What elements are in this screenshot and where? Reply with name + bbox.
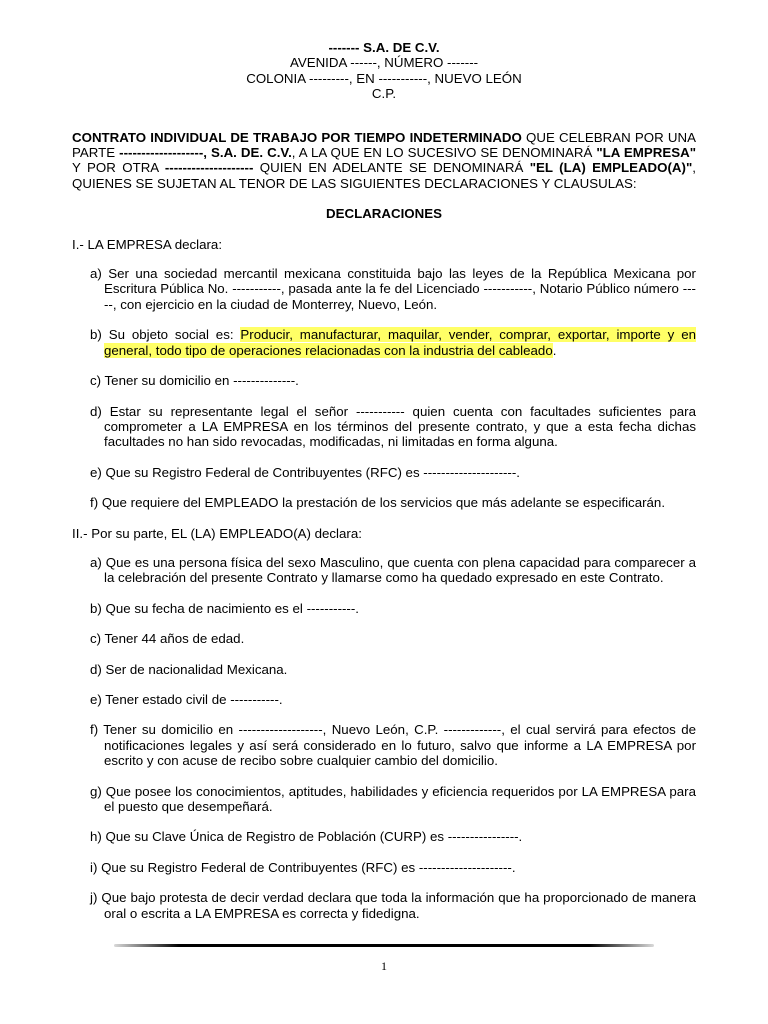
intro-text: Y POR OTRA xyxy=(72,160,165,176)
intro-company: -------------------, S.A. DE. C.V. xyxy=(119,145,292,161)
empleado-heading: II.- Por su parte, EL (LA) EMPLEADO(A) declara: xyxy=(72,525,362,541)
highlighted-text: Producir, manufacturar, maquilar, vender, comprar, exportar, importe y en general, todo tipo de operaciones relacionadas con la industria del cableado xyxy=(104,327,696,358)
document-body xyxy=(72,40,696,921)
address-line-2: COLONIA ---------, EN -----------, NUEVO LEÓN xyxy=(246,70,522,86)
intro-empleado: "EL (LA) EMPLEADO(A)" xyxy=(529,160,693,176)
empleado-item-g: g) Que posee los conocimientos, aptitudes, habilidades y eficiencia requeridos por LA EMPRESA para el puesto que desempeñará. xyxy=(90,783,696,814)
intro-text: QUE CELEBRAN POR UNA PARTE xyxy=(72,129,696,161)
footer-divider xyxy=(114,944,654,947)
empresa-item-f: f) Que requiere del EMPLEADO la prestación de los servicios que más adelante se especificarán. xyxy=(90,495,666,511)
contract-intro xyxy=(72,130,696,192)
page-number: 1 xyxy=(381,959,387,973)
item-text: . xyxy=(552,342,557,358)
empresa-item-b xyxy=(90,327,696,358)
empleado-item-b: b) Que su fecha de nacimiento es el -----------. xyxy=(90,600,359,616)
empleado-item-h: h) Que su Clave Única de Registro de Población (CURP) es ----------------. xyxy=(90,829,523,845)
item-text: b) Su objeto social es: xyxy=(90,327,241,343)
empleado-item-f: f) Tener su domicilio en -------------------, Nuevo León, C.P. -------------, el cual servirá para efectos de notificaciones legales y así será considerado en lo futuro, salvo que informe a LA EMPRESA por escrito y con acuse de recibo sobre cualquier cambio del domicilio. xyxy=(90,722,696,769)
intro-text: , QUIENES SE SUJETAN AL TENOR DE LAS SIGUIENTES DECLARACIONES Y CLAUSULAS: xyxy=(72,160,696,191)
empleado-item-i: i) Que su Registro Federal de Contribuyentes (RFC) es ---------------------. xyxy=(90,859,516,875)
address-line-1: AVENIDA ------, NÚMERO ------- xyxy=(289,55,479,71)
empleado-item-j: j) Que bajo protesta de decir verdad declara que toda la información que ha proporcionado de manera oral o escrita a LA EMPRESA es correcta y fidedigna. xyxy=(90,890,696,921)
company-header xyxy=(72,40,696,102)
intro-text: , A LA QUE EN LO SUCESIVO SE DENOMINARÁ xyxy=(291,145,597,161)
empleado-item-d: d) Ser de nacionalidad Mexicana. xyxy=(90,661,288,677)
empleado-item-c: c) Tener 44 años de edad. xyxy=(90,631,245,647)
intro-employee-blank: -------------------- xyxy=(164,160,254,176)
intro-la-empresa: "LA EMPRESA" xyxy=(596,145,696,161)
empresa-heading: I.- LA EMPRESA declara: xyxy=(72,236,223,252)
company-name: ------- S.A. DE C.V. xyxy=(328,40,440,55)
contract-title: CONTRATO INDIVIDUAL DE TRABAJO POR TIEMPO INDETERMINADO xyxy=(72,129,522,145)
empresa-item-a: a) Ser una sociedad mercantil mexicana constituida bajo las leyes de la República Mexicana por Escritura Pública No. -----------, pasada ante la fe del Licenciado -----------, Notario Público número -----, con ejercicio en la ciudad de Monterrey, Nuevo, León. xyxy=(90,266,696,312)
intro-text: QUIEN EN ADELANTE SE DENOMINARÁ xyxy=(253,160,530,176)
declaraciones-title: DECLARACIONES xyxy=(326,206,442,222)
empresa-item-e: e) Que su Registro Federal de Contribuyentes (RFC) es ---------------------. xyxy=(90,464,520,480)
empresa-item-c: c) Tener su domicilio en --------------. xyxy=(90,373,299,389)
postal-code-line: C.P. xyxy=(371,86,397,102)
empleado-item-a: a) Que es una persona física del sexo Masculino, que cuenta con plena capacidad para comparecer a la celebración del presente Contrato y llamarse como ha quedado expresado en este Contrato. xyxy=(90,554,696,586)
empresa-item-d: d) Estar su representante legal el señor ----------- quien cuenta con facultades suficientes para comprometer a LA EMPRESA en los términos del presente contrato, y que a esta fecha dichas facultades no han sido revocadas, modificadas, ni limitadas en forma alguna. xyxy=(90,403,696,450)
empleado-item-e: e) Tener estado civil de -----------. xyxy=(90,691,283,707)
